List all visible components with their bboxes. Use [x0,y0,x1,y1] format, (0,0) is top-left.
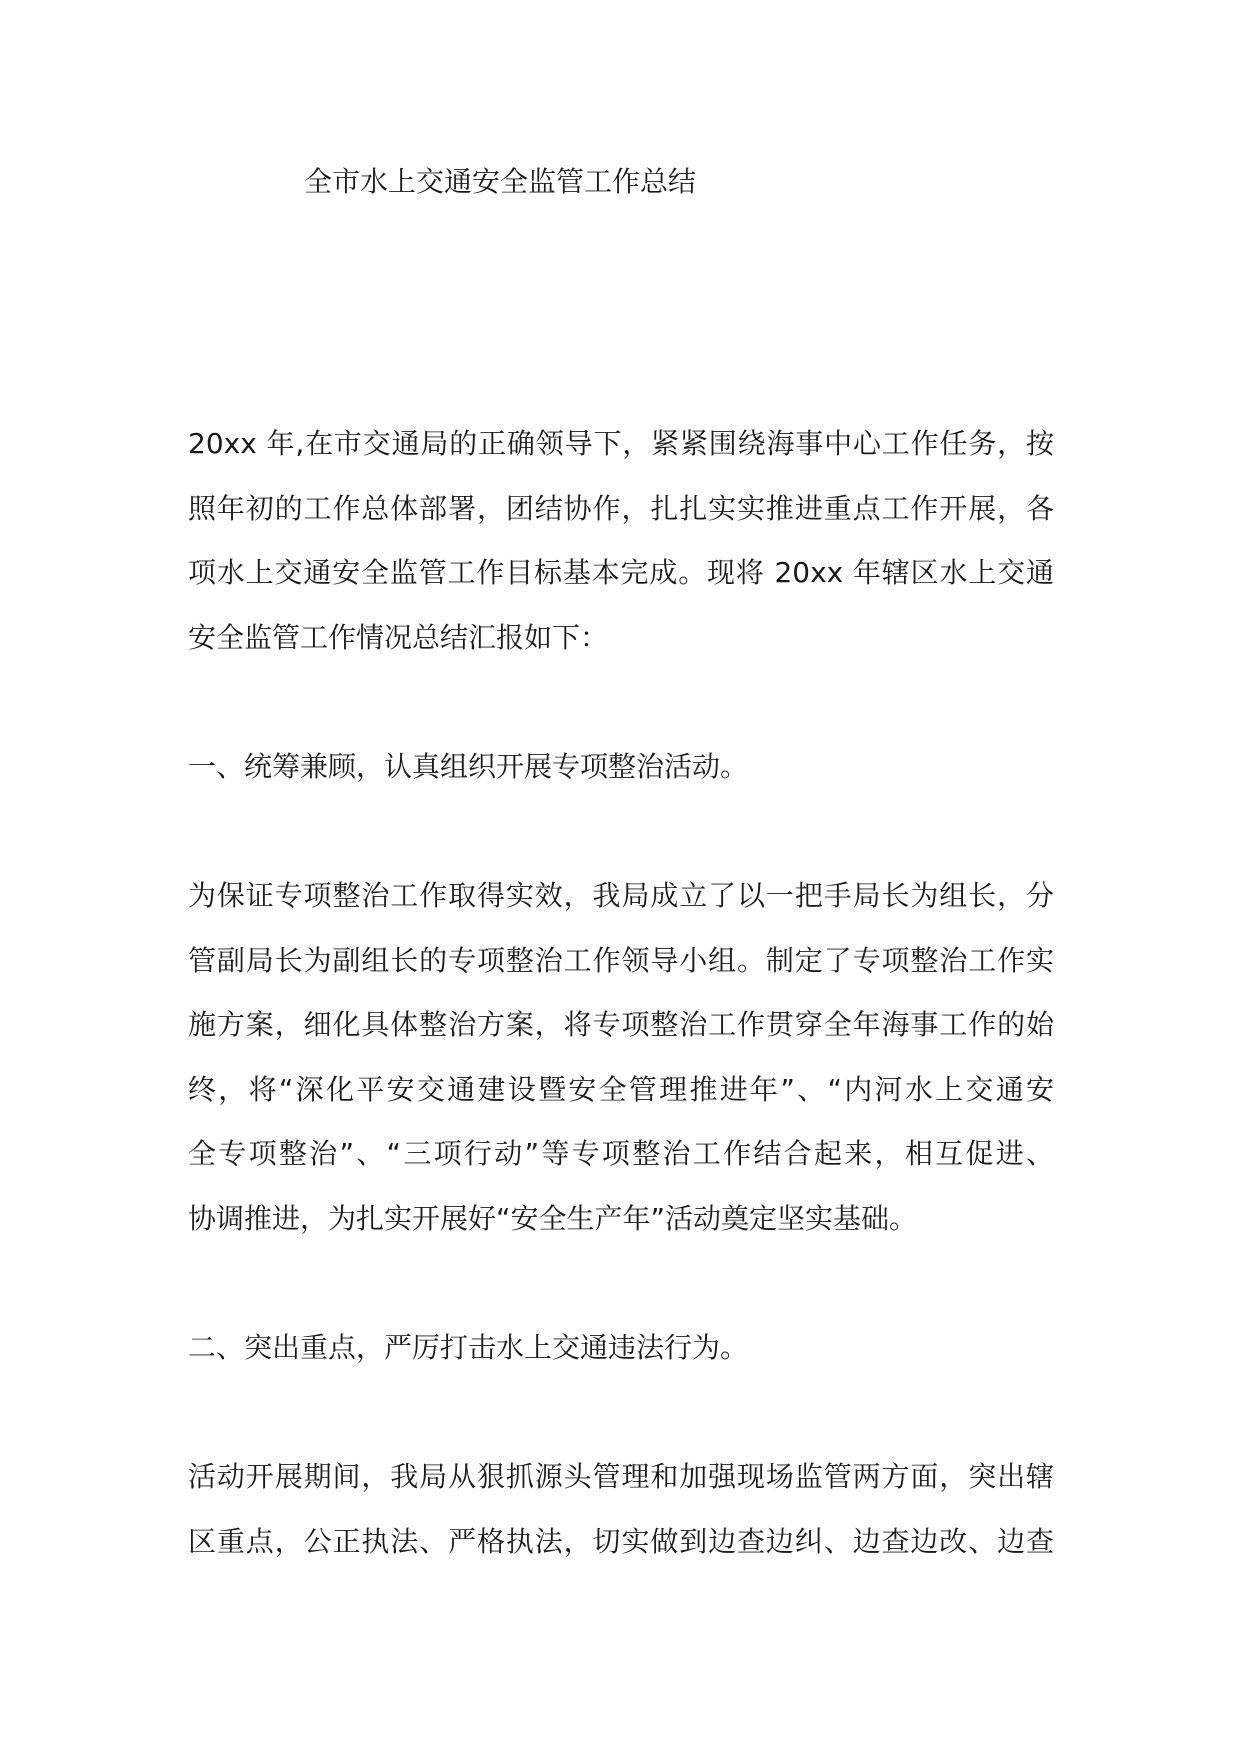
section-2-paragraph [188,1445,1054,1574]
section-1-heading [188,735,1054,800]
section-2-heading [188,1316,1054,1381]
section-heading-text: 二、突出重点，严厉打击水上交通违法行为。 [188,1331,749,1364]
paragraph-line: 管副局长为副组长的专项整治工作领导小组。制定了专项整治工作实 [188,943,1054,977]
paragraph-line: 20xx 年,在市交通局的正确领导下，紧紧围绕海事中心工作任务，按 [188,427,1054,460]
paragraph-line: 为保证专项整治工作取得实效，我局成立了以一把手局长为组长，分 [188,879,1054,912]
paragraph-line: 项水上交通安全监管工作目标基本完成。现将 20xx 年辖区水上交通 [188,556,1054,589]
paragraph-line: 区重点，公正执法、严格执法，切实做到边查边纠、边查边改、边查 [188,1524,1054,1558]
paragraph-line: 安全监管工作情况总结汇报如下： [188,620,609,654]
paragraph-line: 终，将“深化平安交通建设暨安全管理推进年”、“内河水上交通安 [188,1072,1054,1106]
intro-paragraph [188,412,1054,670]
document-title: 全市水上交通安全监管工作总结 [304,165,697,198]
paragraph-line: 全专项整治”、“三项行动”等专项整治工作结合起来，相互促进、 [188,1137,1054,1170]
paragraph-line: 协调推进，为扎实开展好“安全生产年”活动奠定坚实基础。 [188,1201,918,1235]
paragraph-line: 施方案，细化具体整治方案，将专项整治工作贯穿全年海事工作的始 [188,1008,1054,1041]
section-1-paragraph [188,864,1054,1251]
section-heading-text: 一、统筹兼顾，认真组织开展专项整治活动。 [188,750,749,783]
paragraph-line: 照年初的工作总体部署，团结协作，扎扎实实推进重点工作开展，各 [188,491,1054,525]
paragraph-line: 活动开展期间，我局从狠抓源头管理和加强现场监管两方面，突出辖 [188,1460,1054,1493]
